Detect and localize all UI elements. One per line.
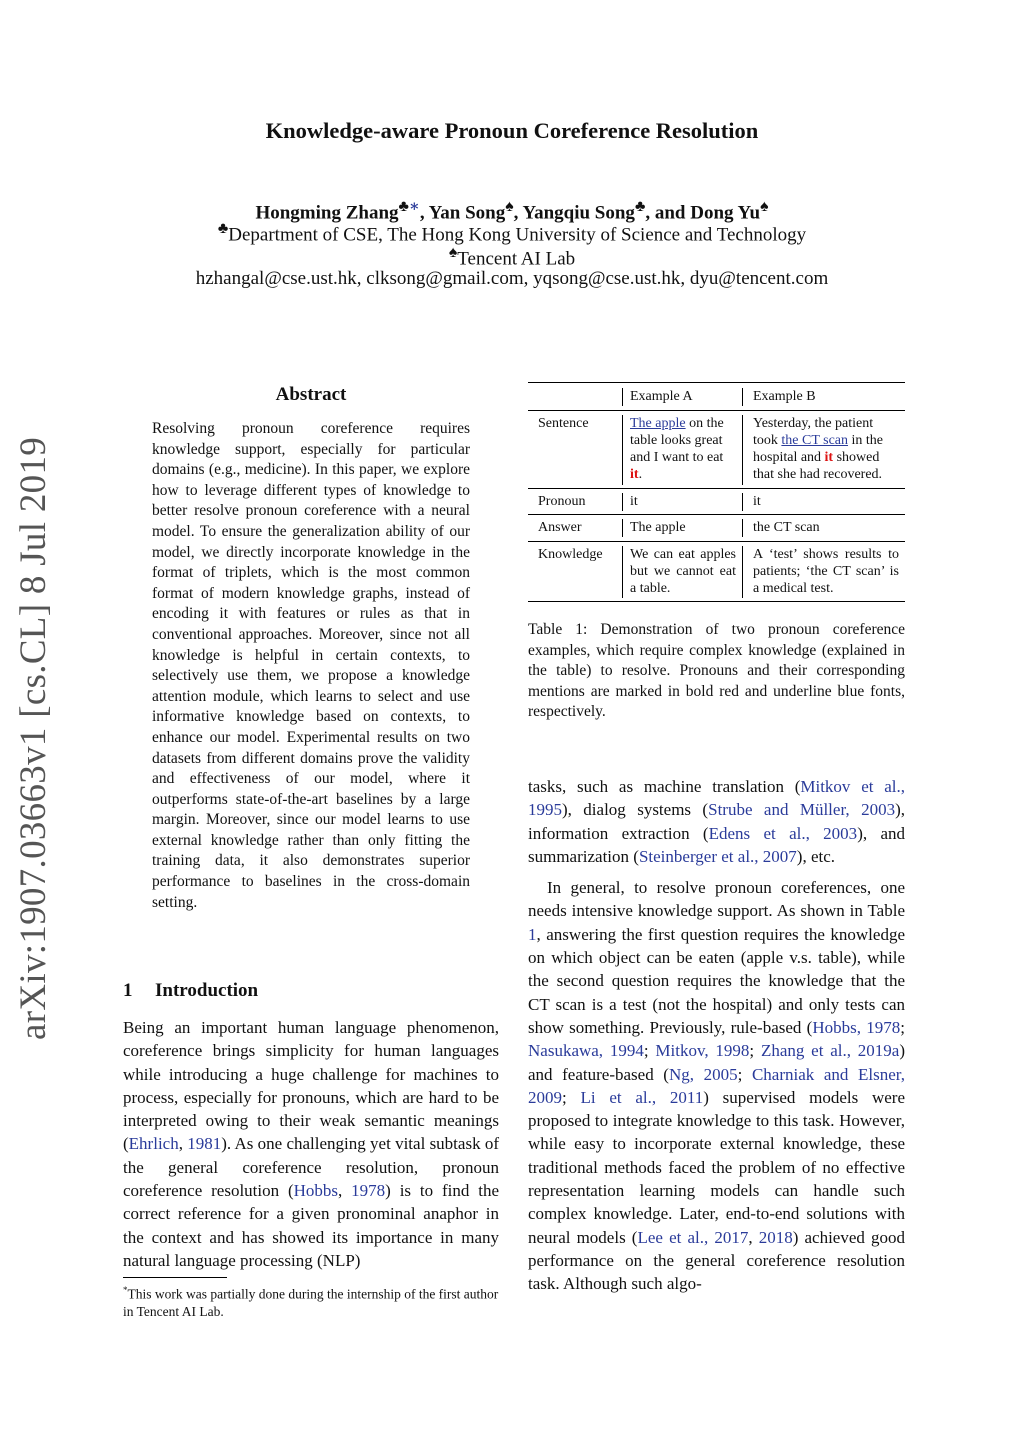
pronoun-example-a: it: [630, 494, 638, 509]
body-text: ) achieved good performance on the general coreference resolution task. Although such algo-: [528, 1227, 906, 1294]
citation-link[interactable]: Nasukawa, 1994: [528, 1041, 644, 1061]
citation-link[interactable]: 2018: [758, 1227, 793, 1247]
header-example-b: Example B: [753, 389, 816, 404]
knowledge-example-b: A ‘test’ shows results to patients; ‘the CT scan’ is a medical test.: [753, 547, 899, 596]
body-text: ;: [900, 1017, 905, 1037]
body-text: , answering the first question requires the knowledge on which object can be eaten (apple v.s. table), while the second question requires the knowledge that the CT scan is a test (not the hospital) and only tests can show something. Previously, rule-based (: [528, 924, 905, 1037]
paper-title: Knowledge-aware Pronoun Coreference Resolution: [265, 118, 759, 143]
pronoun-example-b: it: [753, 494, 761, 509]
body-text: ;: [643, 1041, 656, 1061]
abstract-heading: Abstract: [275, 384, 347, 405]
body-text: Being an important human language phenomenon, coreference brings simplicity for human languages while introducing a huge challenge for machines to process, especially for pronouns, which are hard to be interpreted owing to their weak semantic meanings (: [123, 1018, 499, 1154]
author-name: Dong Yu: [690, 202, 761, 224]
citation-link[interactable]: Zhang et al., 2019a: [760, 1041, 900, 1061]
body-text: ) is to find the correct reference for a given pronominal anaphor in the context and has showed its importance in many natural language processing (NLP): [123, 1181, 499, 1270]
intro-paragraph: [528, 876, 905, 1295]
table-caption: Table 1: Demonstration of two pronoun coreference examples, which require complex knowledge (explained in the table) to resolve. Pronouns and their corresponding mentions are marked in bold red and underline blue fonts, respectively.: [528, 621, 905, 721]
column-divider: [742, 415, 743, 485]
author-name: Hongming Zhang: [255, 202, 399, 224]
affiliation-text: Tencent AI Lab: [457, 248, 576, 270]
intro-paragraph-left: [123, 1016, 499, 1272]
spade-mark: ♠: [505, 198, 514, 215]
author-separator: ,: [419, 202, 429, 224]
citation-link[interactable]: Ng, 2005: [668, 1064, 738, 1084]
sentence-example-a: [630, 415, 736, 483]
pronoun-it: it: [630, 467, 639, 482]
body-text: ), and summarization (: [528, 823, 905, 866]
affiliation-tencent: [0, 244, 1024, 270]
body-text: ). As one challenging yet vital subtask of the general coreference resolution, pronoun coreference resolution (: [123, 1134, 499, 1201]
body-text: ,: [748, 1227, 759, 1247]
row-label-answer: Answer: [538, 520, 582, 535]
citation-link[interactable]: Mitkov et al., 1995: [528, 777, 905, 820]
footnote-text: This work was partially done during the internship of the first author in Tencent AI Lab.: [123, 1286, 499, 1319]
citation-link[interactable]: Edens et al., 2003: [708, 823, 858, 843]
intro-column-right: [528, 775, 905, 1296]
club-mark: ♣: [217, 220, 229, 237]
column-divider: [742, 519, 743, 537]
citation-link[interactable]: Li et al., 2011: [580, 1087, 704, 1107]
cell-text: in the hospital and: [753, 433, 884, 465]
cell-text: showed that she had recovered.: [753, 450, 883, 482]
row-rule: [528, 488, 905, 489]
cell-text: on the table looks great and I want to eat: [630, 416, 724, 465]
row-label-knowledge: Knowledge: [538, 547, 603, 562]
header-example-a: Example A: [630, 389, 693, 404]
knowledge-example-a: We can eat apples but we cannot eat a table.: [630, 547, 736, 596]
cell-text: Yesterday, the patient took: [753, 416, 874, 448]
citation-link[interactable]: Ehrlich: [128, 1134, 179, 1154]
section-heading: [123, 980, 258, 1002]
citation-link[interactable]: Mitkov, 1998: [655, 1041, 750, 1061]
table-top-rule: [528, 382, 905, 383]
column-divider: [622, 388, 623, 406]
citation-link[interactable]: Strube and Müller, 2003: [708, 800, 896, 820]
body-text: ,: [338, 1181, 352, 1201]
body-text: ,: [178, 1134, 188, 1154]
body-text: In general, to resolve pronoun coreferences, one needs intensive knowledge support. As shown in Table: [528, 878, 905, 921]
citation-link[interactable]: Charniak and Elsner, 2009: [528, 1064, 905, 1107]
column-divider: [742, 388, 743, 406]
body-text: ;: [737, 1064, 752, 1084]
citation-link[interactable]: Lee et al., 2017: [637, 1227, 749, 1247]
footnote-marker[interactable]: ∗: [408, 198, 420, 215]
author-separator: , and: [645, 202, 691, 224]
arxiv-identifier: arXiv:1907.03663v1 [cs.CL] 8 Jul 2019: [13, 436, 54, 1040]
sentence-example-b: [753, 415, 899, 483]
body-text: ;: [749, 1041, 761, 1061]
affiliation-text: Department of CSE, The Hong Kong University of Science and Technology: [228, 224, 807, 246]
row-label-pronoun: Pronoun: [538, 494, 586, 509]
citation-link[interactable]: 1978: [351, 1181, 386, 1201]
footnote-rule: [123, 1277, 227, 1278]
header-rule: [528, 410, 905, 411]
footnote-mark: *: [123, 1285, 128, 1295]
row-label-sentence: Sentence: [538, 416, 589, 431]
column-divider: [622, 415, 623, 485]
body-text: ), dialog systems (: [562, 800, 709, 820]
footnote: [123, 1282, 499, 1320]
answer-example-b: the CT scan: [753, 520, 820, 535]
section-number: 1: [123, 980, 133, 1001]
author-separator: ,: [513, 202, 523, 224]
club-mark: ♣: [634, 198, 646, 215]
author-name: Yan Song: [428, 202, 506, 224]
author-name: Yangqiu Song: [522, 202, 635, 224]
section-title: Introduction: [155, 980, 259, 1001]
row-rule: [528, 514, 905, 515]
table-bottom-rule: [528, 601, 905, 602]
column-divider: [622, 546, 623, 598]
cell-text: .: [638, 467, 643, 482]
mention-the-apple: The apple: [630, 416, 686, 431]
body-text: ;: [562, 1087, 581, 1107]
affiliation-hkust: [0, 220, 1024, 246]
body-text: tasks, such as machine translation (: [528, 777, 801, 796]
body-text: ) and feature-based (: [528, 1041, 906, 1084]
column-divider: [622, 519, 623, 537]
intro-paragraph: [528, 775, 905, 868]
mention-the-ct-scan: the CT scan: [781, 433, 849, 448]
answer-example-a: The apple: [630, 520, 686, 535]
body-text: ), information extraction (: [528, 800, 905, 843]
abstract-text: Resolving pronoun coreference requires knowledge support, especially for particular domains (e.g., medicine). In this paper, we explore how to leverage different types of knowledge to better resolve pronoun coreference with a neural model. To ensure the generalization ability of our model, we directly incorporate knowledge in the format of triplets, which is the most common format of modern knowledge graphs, instead of encoding it with features or rules as that in conventional approaches. Moreover, since not all knowledge is helpful in certain contexts, to selectively use them, we propose a knowledge attention module, which learns to select and use informative knowledge based on contexts, to enhance our model. Experimental results on two datasets from different domains prove the validity and effectiveness of our model, where it outperforms state-of-the-art baselines by a large margin. Moreover, since our model learns to use external knowledge rather than only fitting the training data, it also demonstrates superior performance to baselines in the cross-domain setting.: [152, 420, 470, 911]
citation-link[interactable]: Hobbs: [293, 1181, 339, 1201]
row-rule: [528, 541, 905, 542]
column-divider: [742, 546, 743, 598]
body-text: ) supervised models were proposed to integrate knowledge to this task. However, while easy to incorporate external knowledge, these traditional methods faced the problem of no effective representation learning models can handle such complex knowledge. Later, end-to-end solutions with neural models (: [528, 1087, 905, 1247]
citation-link[interactable]: Hobbs, 1978: [812, 1017, 901, 1037]
body-text: ), etc.: [796, 846, 836, 866]
spade-mark: ♠: [448, 244, 458, 261]
column-divider: [622, 493, 623, 511]
club-mark: ♣: [398, 198, 409, 215]
pronoun-it: it: [824, 450, 834, 465]
author-emails: hzhangal@cse.ust.hk, clksong@gmail.com, yqsong@cse.ust.hk, dyu@tencent.com: [195, 268, 829, 289]
column-divider: [742, 493, 743, 511]
citation-link[interactable]: 1981: [187, 1134, 222, 1154]
table-reference-link[interactable]: 1: [528, 924, 537, 944]
citation-link[interactable]: Steinberger et al., 2007: [638, 846, 797, 866]
spade-mark: ♠: [760, 198, 769, 215]
